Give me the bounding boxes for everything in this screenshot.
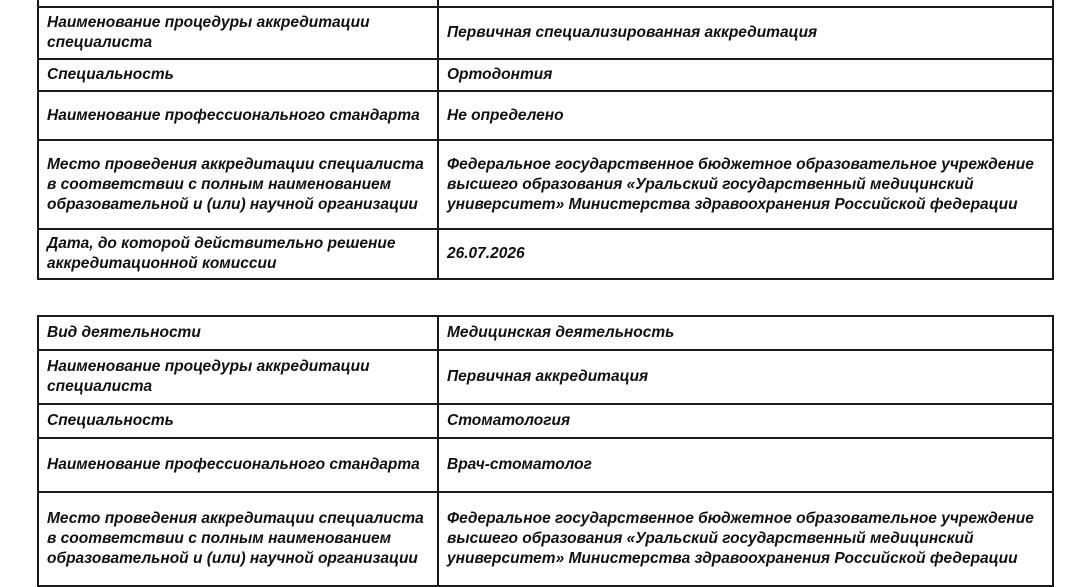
table-row <box>38 492 1053 586</box>
table-row <box>38 404 1053 438</box>
table-row <box>38 59 1053 91</box>
row-label: Вид деятельности <box>38 316 438 350</box>
row-value: Первичная аккредитация <box>438 350 1053 404</box>
row-label: Дата, до которой действительно решение аккредитационной комиссии <box>38 229 438 279</box>
row-label: Место проведения аккредитации специалиста в соответствии с полным наименованием образовательной и (или) научной организации <box>38 140 438 229</box>
table-row <box>38 0 1053 7</box>
row-label: Наименование профессионального стандарта <box>38 91 438 140</box>
row-label: Наименование процедуры аккредитации специалиста <box>38 350 438 404</box>
row-value: Ортодонтия <box>438 59 1053 91</box>
row-label: Специальность <box>38 59 438 91</box>
row-value: Врач-стоматолог <box>438 438 1053 492</box>
table-row <box>38 438 1053 492</box>
table-row <box>38 7 1053 59</box>
row-label: Место проведения аккредитации специалиста в соответствии с полным наименованием образовательной и (или) научной организации <box>38 492 438 586</box>
row-value: Медицинская деятельность <box>438 316 1053 350</box>
row-value: Не определено <box>438 91 1053 140</box>
accreditation-table-2 <box>37 315 1054 587</box>
table-row <box>38 316 1053 350</box>
cut-off-label-cell <box>38 0 438 7</box>
table-row <box>38 229 1053 279</box>
accreditation-table-1 <box>37 0 1054 280</box>
table-row <box>38 350 1053 404</box>
row-value: Федеральное государственное бюджетное образовательное учреждение высшего образования «Уральский государственный медицинский университет» Министерства здравоохранения Российской федерации <box>438 140 1053 229</box>
table-row <box>38 140 1053 229</box>
row-value: Первичная специализированная аккредитация <box>438 7 1053 59</box>
row-label: Специальность <box>38 404 438 438</box>
row-label: Наименование профессионального стандарта <box>38 438 438 492</box>
row-value: 26.07.2026 <box>438 229 1053 279</box>
row-label: Наименование процедуры аккредитации специалиста <box>38 7 438 59</box>
row-value: Федеральное государственное бюджетное образовательное учреждение высшего образования «Уральский государственный медицинский университет» Министерства здравоохранения Российской федерации <box>438 492 1053 586</box>
cut-off-value-cell <box>438 0 1053 7</box>
table-row <box>38 91 1053 140</box>
row-value: Стоматология <box>438 404 1053 438</box>
